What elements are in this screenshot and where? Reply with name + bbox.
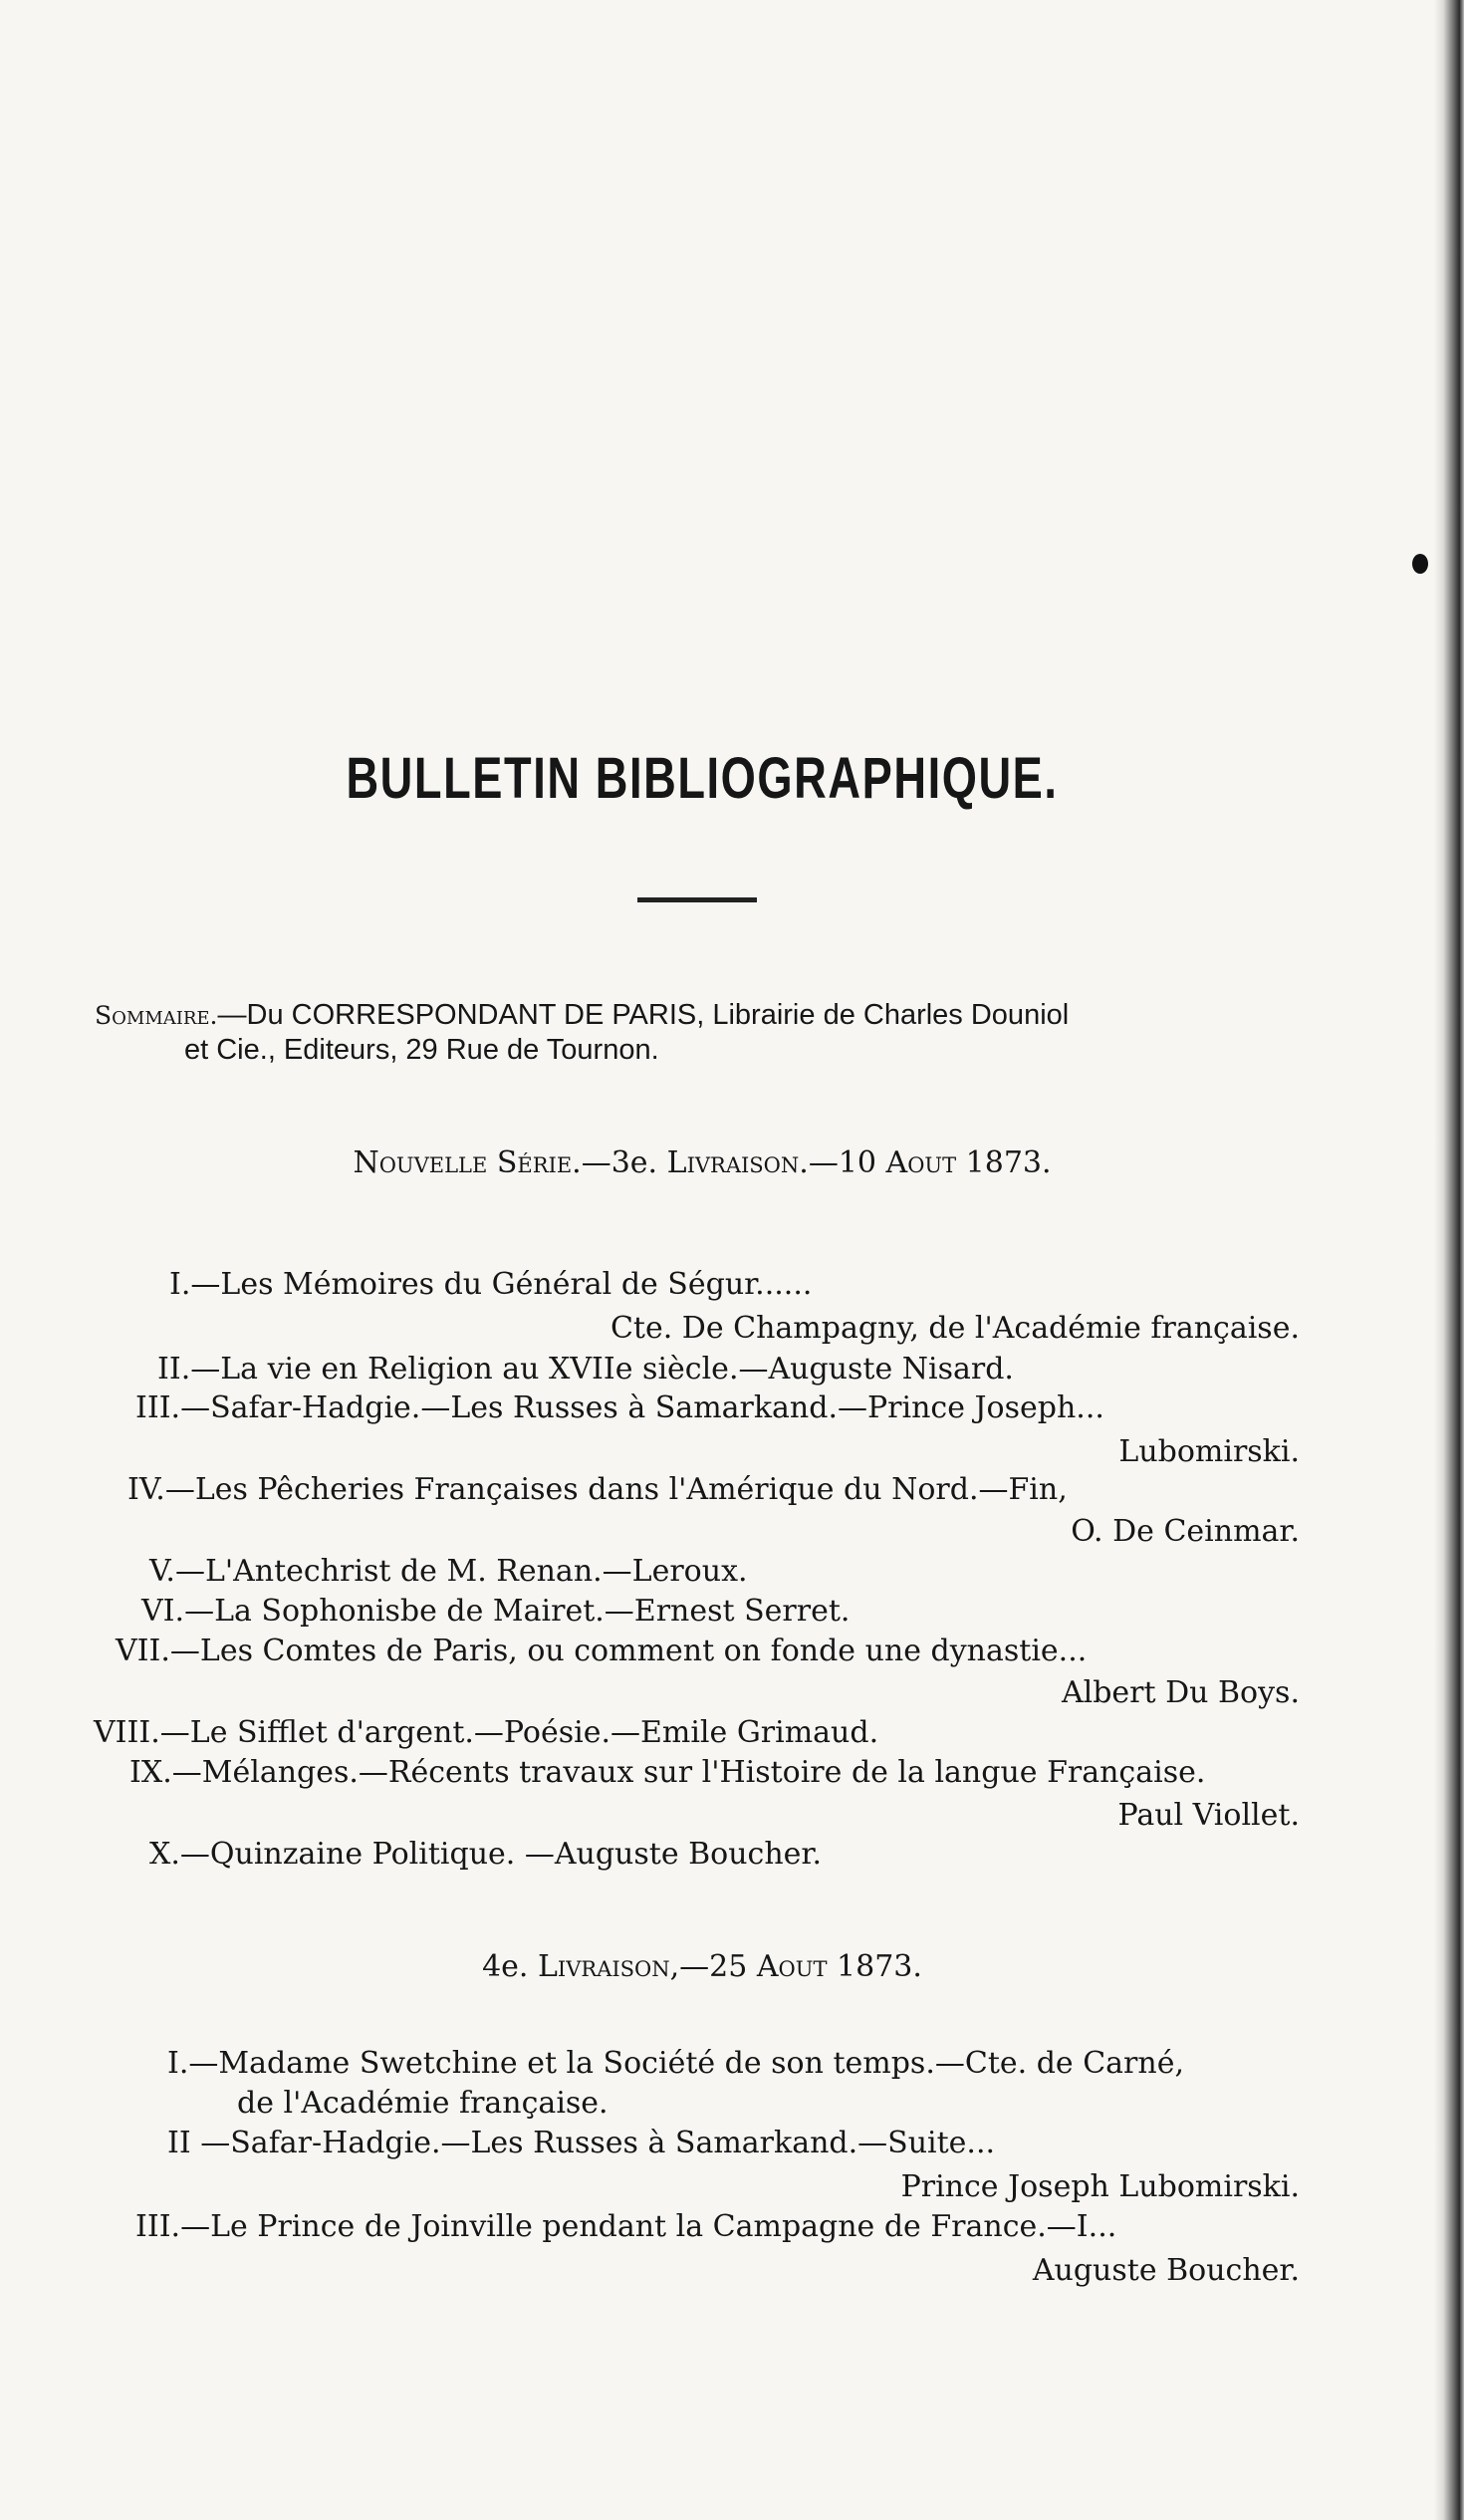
- entry-title: —Safar-Hadgie.—Les Russes à Samarkand.—Suite...: [200, 2126, 996, 2160]
- toc-entry: [135, 2209, 1116, 2244]
- entry-title: —La Sophonisbe de Mairet.—Ernest Serret.: [184, 1594, 851, 1629]
- heading-day: —25: [679, 1949, 757, 1984]
- entry-number: II: [167, 2126, 201, 2160]
- section-heading-3e-livraison: [0, 1145, 1404, 1180]
- entry-number: III.: [135, 2209, 181, 2244]
- entry-number: VI.: [141, 1594, 185, 1629]
- toc-entry: [157, 1352, 1014, 1386]
- heading-part: —3e.: [581, 1145, 667, 1180]
- entry-title: —La vie en Religion au XVIIe siècle.—Auguste Nisard.: [190, 1352, 1014, 1386]
- entry-title: —Les Pêcheries Françaises dans l'Amérique du Nord.—Fin,: [164, 1472, 1068, 1507]
- toc-entry: [135, 1390, 1104, 1425]
- sommaire-text: —Du CORRESPONDANT DE PARIS, Librairie de Charles Douniol: [217, 999, 1070, 1031]
- toc-entry: [129, 1755, 1205, 1790]
- entry-author: Paul Viollet.: [1117, 1798, 1300, 1833]
- toc-entry: [141, 1594, 850, 1629]
- entry-number: I.: [167, 2046, 189, 2081]
- toc-entry: [169, 1267, 812, 1302]
- sommaire-line-1: [95, 998, 1310, 1033]
- heading-livraison: Livraison,: [538, 1949, 680, 1984]
- page-edge-shadow: [1434, 0, 1464, 2520]
- entry-title: —Le Prince de Joinville pendant la Campagne de France.—I...: [180, 2209, 1117, 2244]
- sommaire-line-2: et Cie., Editeurs, 29 Rue de Tournon.: [184, 1034, 659, 1066]
- ink-blot: [1412, 554, 1428, 574]
- toc-entry: [167, 2046, 1184, 2081]
- toc-entry: [149, 1554, 748, 1589]
- entry-author: Albert Du Boys.: [1061, 1675, 1300, 1710]
- entry-number: III.: [135, 1390, 181, 1425]
- entry-number: VII.: [116, 1634, 170, 1668]
- heading-livraison: Livraison.: [666, 1145, 809, 1180]
- entry-title: —Mélanges.—Récents travaux sur l'Histoire de la langue Française.: [171, 1755, 1206, 1790]
- heading-year: 1873.: [956, 1145, 1052, 1180]
- entry-author: Prince Joseph Lubomirski.: [900, 2169, 1300, 2204]
- entry-title: —Les Mémoires du Général de Ségur......: [190, 1267, 813, 1302]
- entry-author: Lubomirski.: [1118, 1434, 1300, 1469]
- entry-title: —L'Antechrist de M. Renan.—Leroux.: [174, 1554, 748, 1589]
- heading-series: Nouvelle Série.: [353, 1145, 582, 1180]
- entry-number: VIII.: [94, 1715, 160, 1750]
- heading-part: 4e.: [482, 1949, 538, 1984]
- heading-month: Aout: [885, 1145, 957, 1180]
- entry-author: Auguste Boucher.: [1032, 2253, 1300, 2288]
- page-title: BULLETIN BIBLIOGRAPHIQUE.: [346, 746, 1059, 811]
- entry-number: V.: [149, 1554, 175, 1589]
- toc-entry: [167, 2126, 995, 2160]
- sommaire-label: Sommaire.: [95, 1001, 218, 1030]
- entry-number: I.: [169, 1267, 191, 1302]
- heading-day: —10: [808, 1145, 886, 1180]
- entry-author: O. De Ceinmar.: [1071, 1514, 1300, 1549]
- toc-entry: [94, 1715, 878, 1750]
- heading-month: Aout: [756, 1949, 828, 1984]
- entry-title: —Les Comtes de Paris, ou comment on fonde une dynastie...: [169, 1634, 1088, 1668]
- entry-number: X.: [149, 1837, 180, 1872]
- entry-title: —Madame Swetchine et la Société de son temps.—Cte. de Carné,: [188, 2046, 1184, 2081]
- entry-continuation: de l'Académie française.: [237, 2086, 609, 2121]
- entry-title: —Quinzaine Politique. —Auguste Boucher.: [179, 1837, 822, 1872]
- toc-entry: [149, 1837, 822, 1872]
- entry-number: IV.: [127, 1472, 165, 1507]
- title-rule: [637, 897, 757, 902]
- toc-entry: [127, 1472, 1068, 1507]
- sommaire-block: [95, 998, 1310, 1067]
- heading-year: 1873.: [827, 1949, 922, 1984]
- section-heading-4e-livraison: [0, 1949, 1404, 1984]
- toc-entry: [116, 1634, 1087, 1668]
- entry-author: Cte. De Champagny, de l'Académie française.: [610, 1311, 1300, 1346]
- entry-number: II.: [157, 1352, 191, 1386]
- entry-title: —Safar-Hadgie.—Les Russes à Samarkand.—Prince Joseph...: [180, 1390, 1104, 1425]
- entry-number: IX.: [129, 1755, 172, 1790]
- entry-title: —Le Sifflet d'argent.—Poésie.—Emile Grimaud.: [159, 1715, 879, 1750]
